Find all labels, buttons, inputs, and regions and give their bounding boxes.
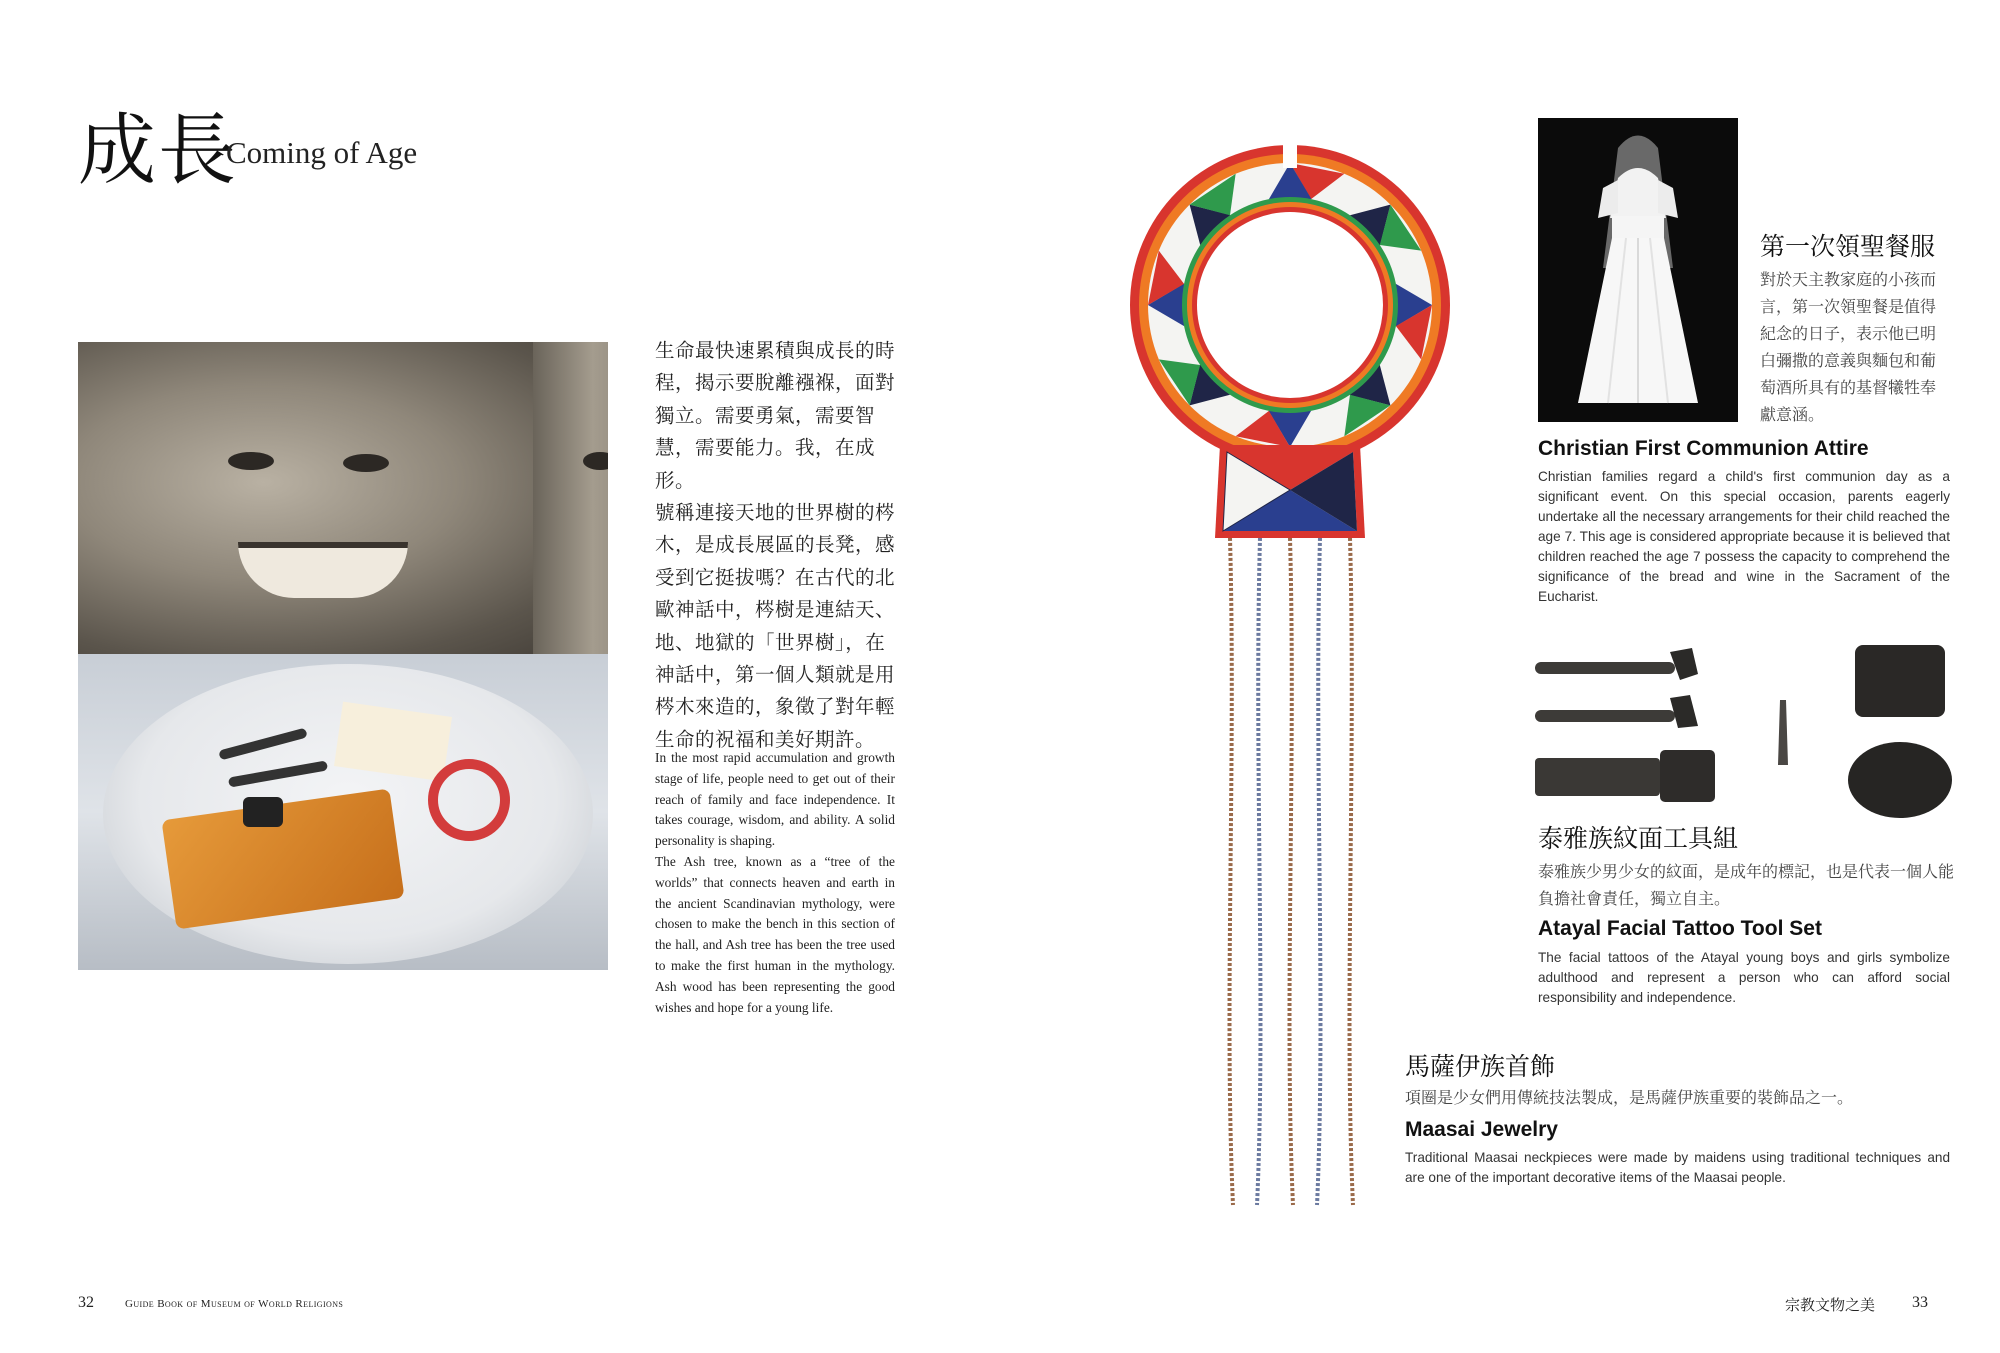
bead-strand [1317, 538, 1320, 1205]
communion-text-en: Christian families regard a child's first communion day as a significant event. On this special occasion, parents eagerly undertake all the necessary arrangements for their child reached the age 7. This age is considered appropriate because it is believed that children reached the age 7 possess the capacity to comprehend the significance of the bread and wine in the Sacrament of the Eucharist. [1538, 469, 1950, 604]
bead-strand [1230, 538, 1233, 1205]
maasai-title-en: Maasai Jewelry [1405, 1118, 1558, 1141]
communion-title-en: Christian First Communion Attire [1538, 437, 1869, 460]
necklace-ring [1130, 138, 1450, 465]
maasai-text-en: Traditional Maasai neckpieces were made by maidens using traditional techniques and are one of the important decorative items of the Maasai people. [1405, 1150, 1950, 1185]
guide-book-title: Guide Book of Museum of World Religions [125, 1298, 344, 1310]
page-number-right: 33 [1912, 1294, 1928, 1311]
bead-strand [1257, 538, 1260, 1205]
eye-shape [343, 454, 389, 472]
page-number-left: 32 [78, 1294, 94, 1311]
page-title-en: Coming of Age [226, 135, 418, 170]
bead-strand [1350, 538, 1353, 1205]
intro-paragraph: In the most rapid accumulation and growth stage of life, people need to get out of their reach of family and face independence. It takes courage, wisdom, and ability. A solid personality is shaping. [655, 750, 895, 849]
tattoo-title-zh: 泰雅族紋面工具組 [1538, 824, 1739, 853]
white-dress-photo [1538, 118, 1738, 422]
necklace-pendant [1215, 445, 1365, 538]
tattoo-tools-photo [1530, 640, 1960, 820]
torn-edge-decor [533, 342, 608, 654]
showcase-photo [78, 654, 608, 970]
page-title-zh: 成長 [78, 107, 239, 194]
intro-paragraph: The Ash tree, known as a “tree of the worlds” that connects heaven and earth in the ancient Scandinavian mythology, were chosen to make the bench in this section of the hall, and Ash tree has been the tree used to make the first human in the mythology. Ash wood has been representing the good wishes and hope for a young life. [655, 853, 895, 1015]
tattoo-text-en: The facial tattoos of the Atayal young boys and girls symbolize adulthood and represent a person who can afford social responsibility and independence. [1538, 950, 1950, 1005]
intro-paragraph: 生命最快速累積與成長的時程，揭示要脫離襁褓，面對獨立。需要勇氣，需要智慧，需要能力。我，在成形。 [655, 341, 896, 492]
stone-shape [243, 797, 283, 827]
bead-strand [1290, 538, 1293, 1205]
smile-shape [238, 542, 408, 598]
section-name: 宗教文物之美 [1785, 1296, 1876, 1314]
intro-text-en [655, 748, 895, 1018]
eye-shape [228, 452, 274, 470]
face-photo [78, 342, 608, 654]
communion-title-zh: 第一次領聖餐服 [1760, 232, 1936, 261]
tattoo-text-zh: 泰雅族少男少女的紋面，是成年的標記，也是代表一個人能負擔社會責任，獨立自主。 [1538, 862, 1955, 908]
mini-necklace [428, 759, 510, 841]
communion-text-zh: 對於天主教家庭的小孩而言，第一次領聖餐是值得紀念的日子，表示他已明白彌撒的意義與麵包和葡萄酒所具有的基督犧牲奉獻意涵。 [1760, 270, 1937, 424]
maasai-text-zh: 項圈是少女們用傳統技法製成，是馬薩伊族重要的裝飾品之一。 [1405, 1088, 1854, 1107]
intro-paragraph: 號稱連接天地的世界樹的梣木，是成長展區的長凳，感受到它挺拔嗎？在古代的北歐神話中，梣樹是連結天、地、地獄的「世界樹」，在神話中，第一個人類就是用梣木來造的，象徵了對年輕生命的祝福和美好期許。 [655, 503, 896, 751]
maasai-title-zh: 馬薩伊族首飾 [1405, 1052, 1556, 1081]
intro-text-zh [655, 336, 895, 757]
bead-strands [1230, 538, 1353, 1205]
tattoo-title-en: Atayal Facial Tattoo Tool Set [1538, 917, 1822, 940]
